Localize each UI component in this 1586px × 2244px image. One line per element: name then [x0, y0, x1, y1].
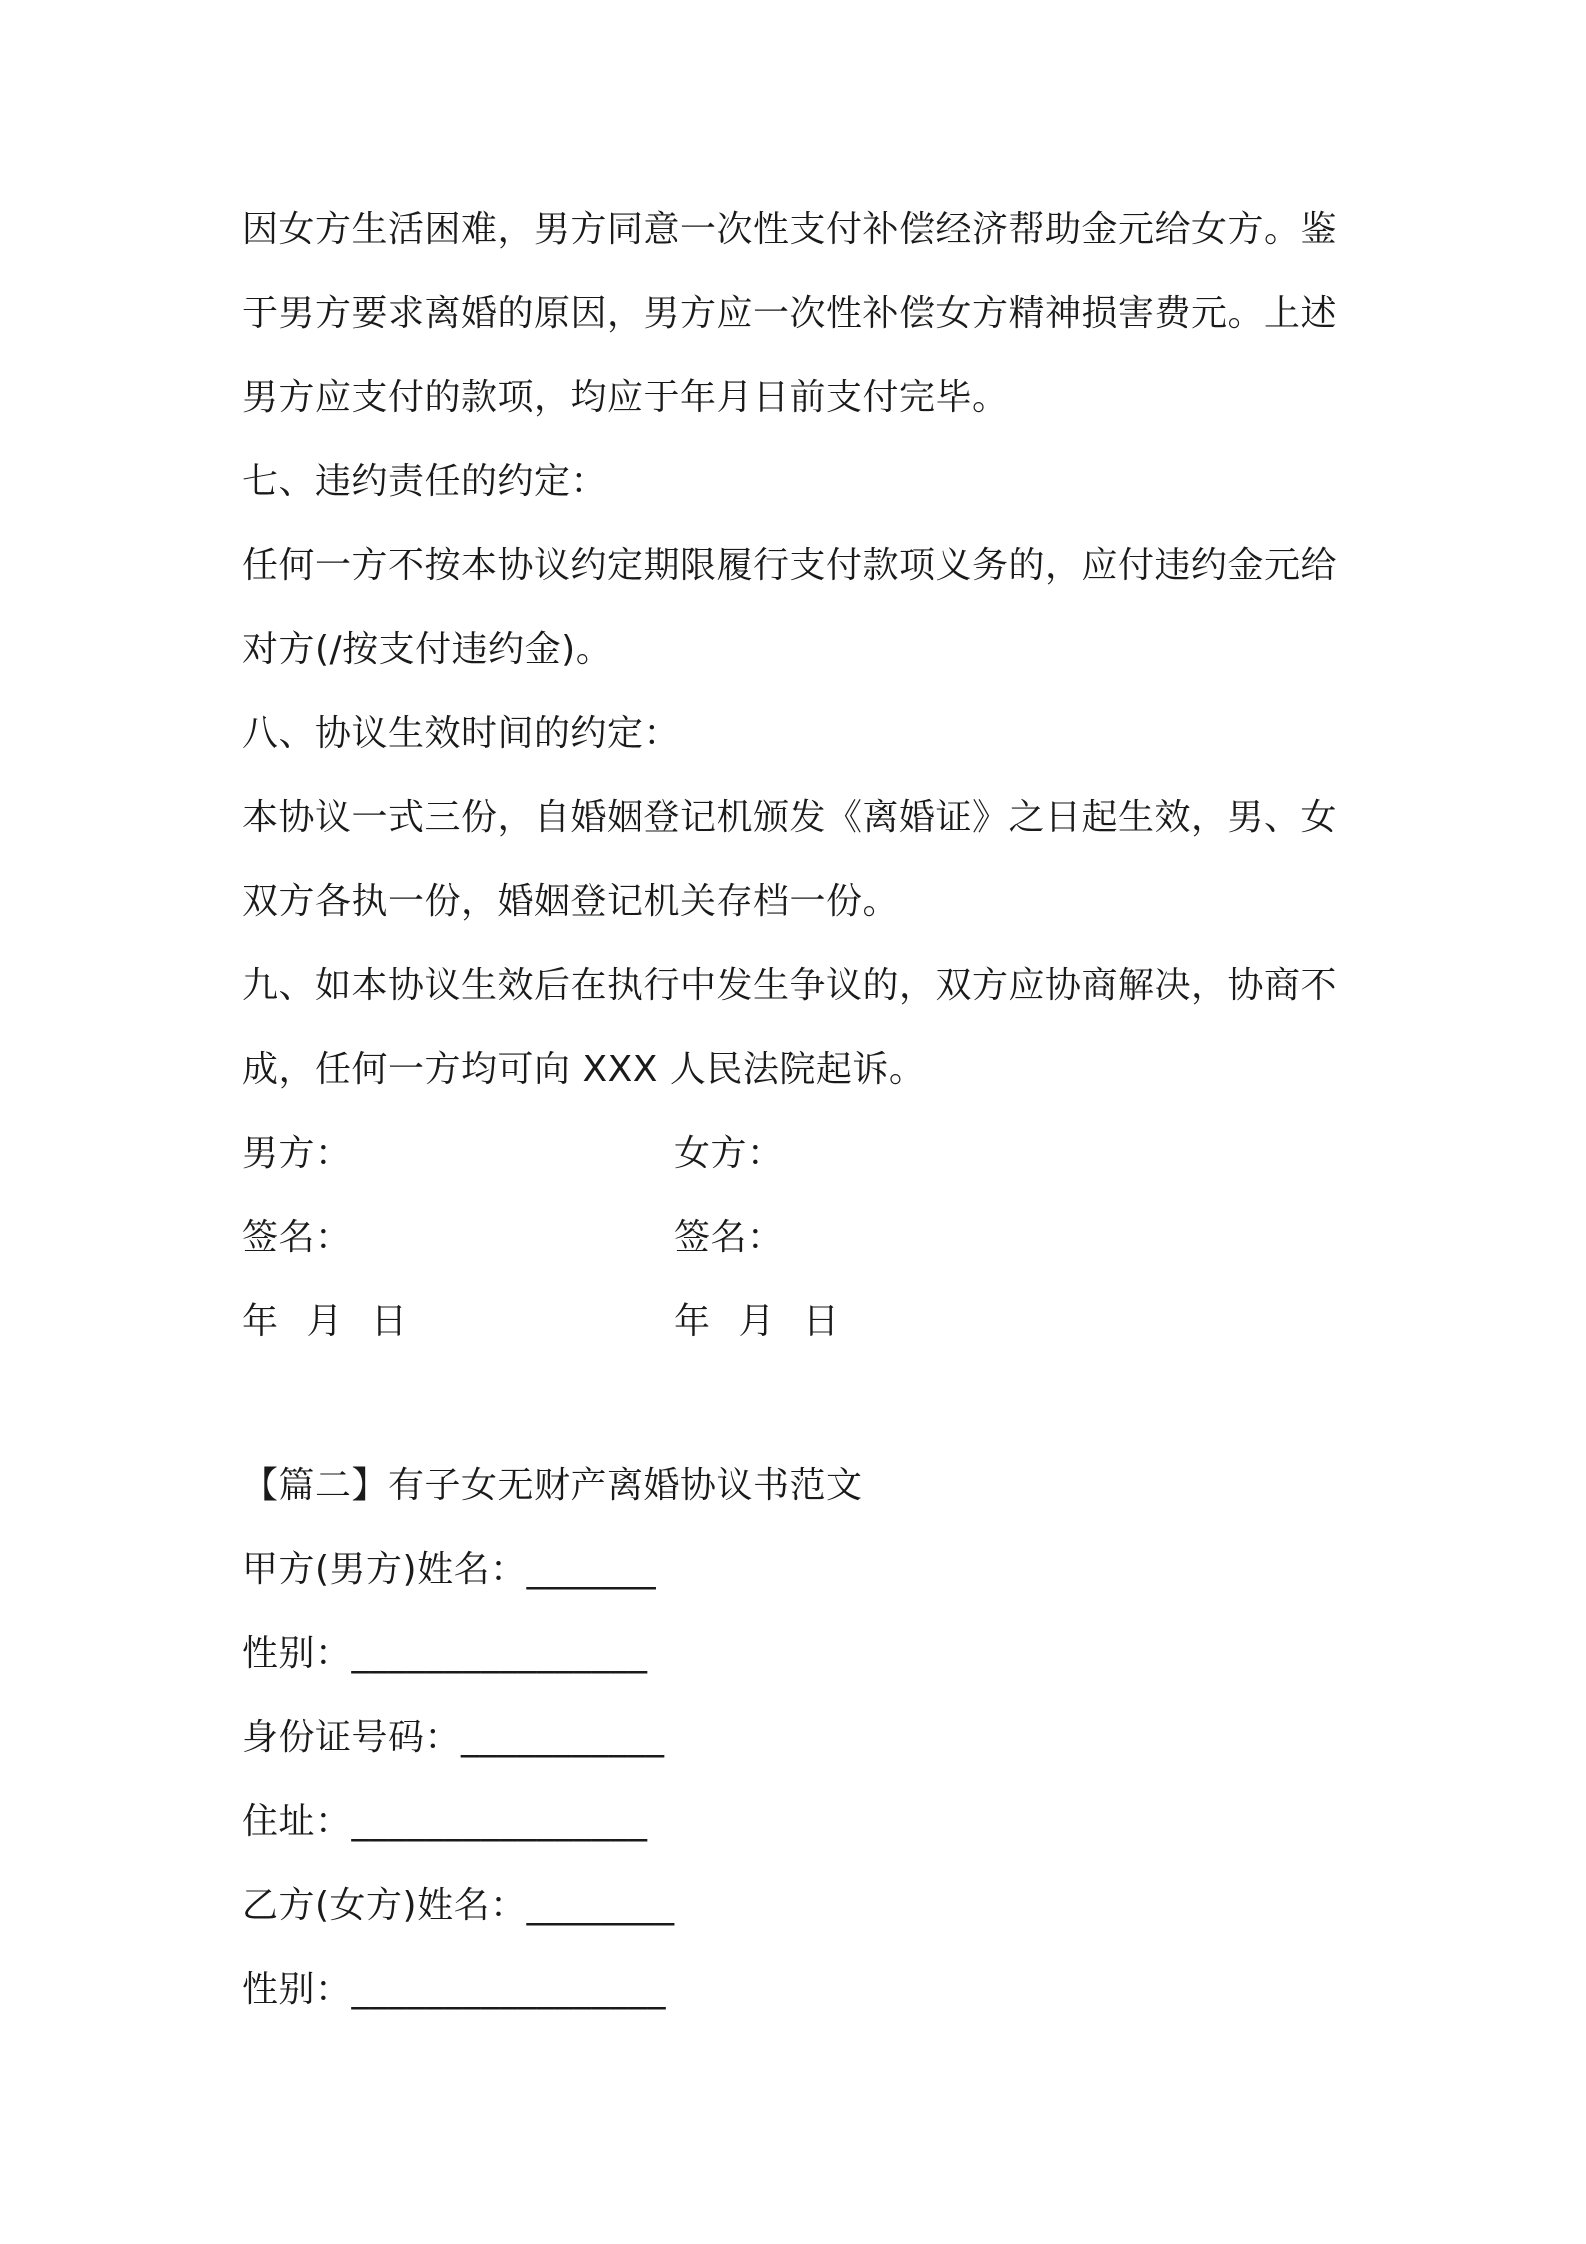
female-party-label: 女方：: [674, 1133, 784, 1174]
form-field: [242, 1632, 648, 1676]
male-date-line: [242, 1300, 436, 1344]
fill-in-blank: _________________: [351, 1969, 667, 2010]
field-label: 住址：: [242, 1801, 352, 1842]
section-7-heading: 七、违约责任的约定：: [242, 461, 608, 502]
form-field: [242, 1548, 656, 1592]
field-label: 甲方(男方)姓名：: [242, 1549, 527, 1590]
paragraph-line: 任何一方不按本协议约定期限履行支付款项义务的，应付违约金元给: [242, 545, 1338, 586]
fill-in-blank: ________: [526, 1885, 675, 1926]
date-day: 日: [371, 1301, 408, 1342]
date-month: 月: [738, 1301, 776, 1342]
female-date-line: [674, 1300, 868, 1344]
paragraph-line: 于男方要求离婚的原因，男方应一次性补偿女方精神损害费元。上述: [242, 293, 1338, 334]
field-label: 性别：: [242, 1969, 352, 2010]
field-label: 乙方(女方)姓名：: [242, 1885, 527, 1926]
form-field: [242, 1968, 666, 2012]
paragraph-line: 双方各执一份，婚姻登记机关存档一份。: [242, 881, 900, 922]
fill-in-blank: ________________: [351, 1633, 648, 1674]
male-signature-label: 签名：: [242, 1217, 352, 1258]
female-signature-label: 签名：: [674, 1217, 784, 1258]
paragraph-line: 成，任何一方均可向 XXX 人民法院起诉。: [242, 1049, 926, 1090]
date-day: 日: [803, 1301, 840, 1342]
part-two-title: 【篇二】有子女无财产离婚协议书范文: [242, 1465, 863, 1506]
male-party-label: 男方：: [242, 1133, 352, 1174]
field-label: 身份证号码：: [242, 1717, 462, 1758]
form-field: [242, 1800, 648, 1844]
paragraph-line: 男方应支付的款项，均应于年月日前支付完毕。: [242, 377, 1009, 418]
form-field: [242, 1884, 675, 1928]
section-8-heading: 八、协议生效时间的约定：: [242, 713, 681, 754]
field-label: 性别：: [242, 1633, 352, 1674]
fill-in-blank: _______: [526, 1549, 657, 1590]
paragraph-line: 因女方生活困难，男方同意一次性支付补偿经济帮助金元给女方。鉴: [242, 209, 1338, 250]
section-9-line: 九、如本协议生效后在执行中发生争议的，双方应协商解决，协商不: [242, 965, 1338, 1006]
paragraph-line: 本协议一式三份，自婚姻登记机颁发《离婚证》之日起生效，男、女: [242, 797, 1338, 838]
fill-in-blank: ___________: [461, 1717, 665, 1758]
paragraph-line: 对方(/按支付违约金)。: [242, 629, 613, 670]
form-field: [242, 1716, 665, 1760]
fill-in-blank: ________________: [351, 1801, 648, 1842]
date-year: 年: [242, 1301, 279, 1342]
date-year: 年: [674, 1301, 711, 1342]
date-month: 月: [306, 1301, 344, 1342]
